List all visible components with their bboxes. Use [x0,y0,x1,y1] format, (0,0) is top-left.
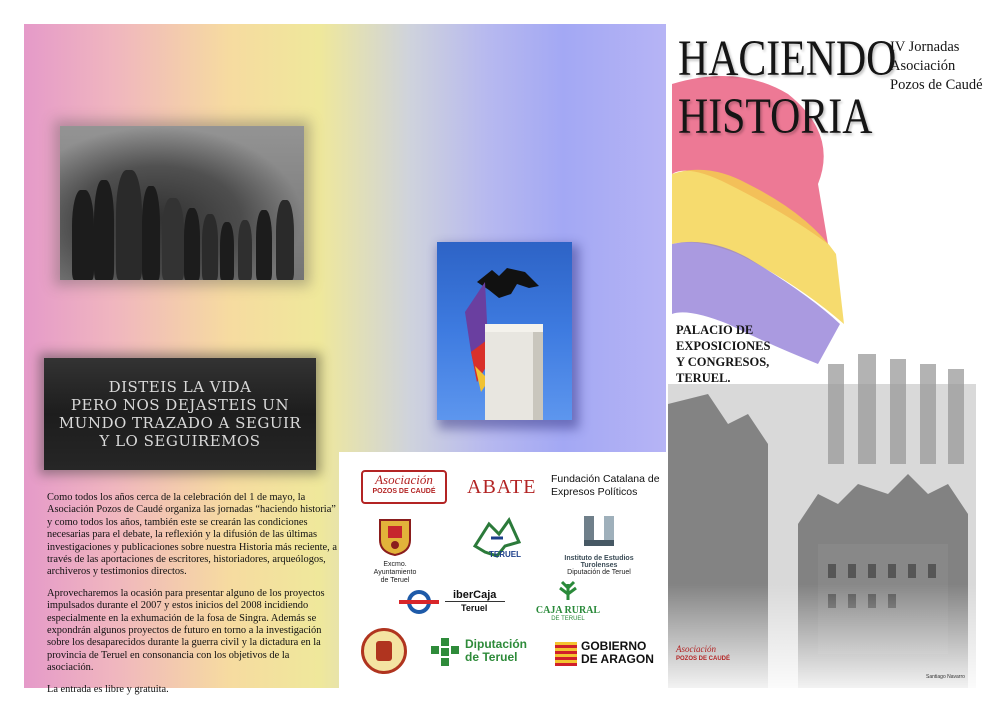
fundacion-line-2: Expresos Políticos [551,486,638,498]
shield-icon [378,518,412,556]
paragraph-3: La entrada es libre y gratuita. [47,683,169,695]
ayuntamiento-line-2: de Teruel [380,577,410,584]
gobierno-text-1: GOBIERNO [581,639,647,653]
instituto-estudios-turolenses-logo [549,514,649,577]
ibercaja-text-2: Teruel [461,603,488,613]
fundacion-catalana-logo [551,473,660,499]
asociacion-logo-text: Asociación [375,472,433,487]
plaque-line-3: MUNDO TRAZADO A SEGUIR [58,414,302,432]
plaque-line-2: PERO NOS DEJASTEIS UN [70,396,290,414]
asociacion-pozos-logo [361,470,447,504]
venue-line-4: TERUEL. [676,371,731,385]
ibercaja-logo [399,588,509,616]
diputacion-text-1: Diputación [465,637,527,651]
plaque-line-4: Y LO SEGUIREMOS [99,432,261,450]
seal-logo [361,628,407,674]
comarca-logo-text: TERUEL [489,550,521,559]
monument-eagle-photo [437,242,572,420]
venue-line-2: EXPOSICIONES [676,339,771,353]
page-title [678,30,896,146]
cover-logo-text-2: POZOS DE CAUDÉ [676,656,731,662]
caja-rural-text-2: DE TERUEL [551,616,585,622]
diputacion-teruel-logo [431,638,541,670]
wheat-icon [554,578,582,600]
sponsor-logos-panel [339,452,671,688]
monument-illustration [437,242,572,420]
jornadas-line-1: IV Jornadas [890,39,960,55]
jornadas-line-3: Pozos de Caudé [890,77,983,93]
gobierno-aragon-logo [555,640,659,670]
abate-logo: ABATE [467,476,537,498]
cover-logo-text-1: Asociación [676,644,716,654]
ayuntamiento-line-1: Excmo. Ayuntamiento [373,561,417,576]
asociacion-logo-subtext: POZOS DE CAUDÉ [372,488,436,495]
iet-line-2: Diputación de Teruel [567,569,631,576]
caja-rural-logo [535,578,601,622]
comarca-teruel-logo [469,516,525,572]
jornadas-subtitle [890,38,983,95]
venue-line-1: PALACIO DE [676,323,754,337]
ibercaja-text-1: iberCaja [453,589,497,601]
marching-people-photo [60,126,304,280]
venue-text [676,322,770,386]
diputacion-text-2: de Teruel [465,650,518,664]
diputacion-grid-icon [431,638,459,666]
ibercaja-emblem-icon [399,590,439,614]
caja-rural-text-1: CAJA RURAL [535,605,601,616]
jornadas-line-2: Asociación [890,58,956,74]
iet-line-1: Instituto de Estudios Turolenses [564,555,634,569]
ayuntamiento-teruel-logo [367,518,423,585]
aragon-flag-icon [555,642,577,666]
description-text [47,492,337,705]
plaque-line-1: DISTEIS LA VIDA [108,378,252,396]
memorial-plaque-photo [44,358,316,470]
venue-line-3: Y CONGRESOS, [676,355,770,369]
title-line-2: HISTORIA [678,89,873,145]
gobierno-text-2: DE ARAGON [581,652,654,666]
title-line-1: HACIENDO [678,31,897,87]
fundacion-line-1: Fundación Catalana de [551,473,660,485]
paragraph-2: Aprovecharemos la ocasión para presentar alguno de los proyectos impulsados durante el 2007 y estos inicios del 2008 incidiendo especialmente en la exhumación de la fosa de Singra. Además se expondrán algunos proyectos de futuro en torno a la investigación sobre los desaparecidos durante la guerra civil y la dictadura en la provincia de Teruel en consonancia con los objetivos de la asociación. [47,587,325,674]
paragraph-1: Como todos los años cerca de la celebración del 1 de mayo, la Asociación Pozos de Caudé organiza las jornadas “haciendo historia” y como todos los años, también este se crearán las condiciones necesarias para el debate, la reflexión y la difusión de las últimas investigaciones y publicaciones sobre nuestra Historia más reciente, a través de las aportaciones de escritores, historiadores, arqueólogos, archiveros y testimonios directos. [47,492,337,578]
iet-emblem-icon [580,514,618,550]
photo-credit: Santiago Navarro [926,674,965,680]
cover-asociacion-logo [676,644,730,664]
